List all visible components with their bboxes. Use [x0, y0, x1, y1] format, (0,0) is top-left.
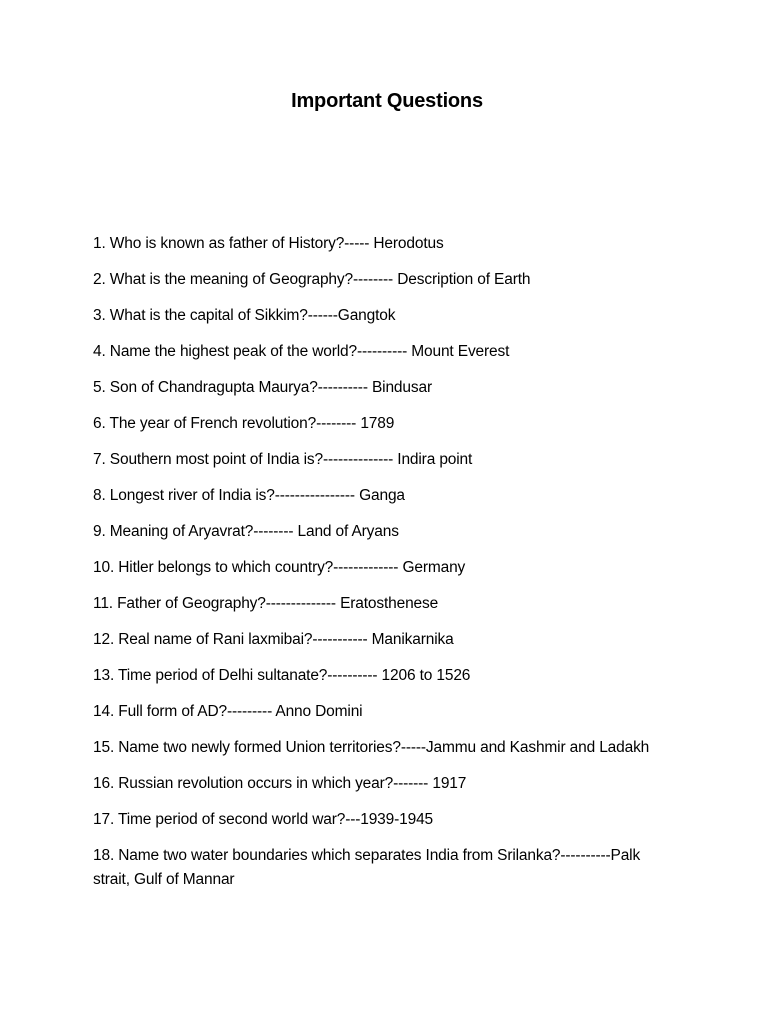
question-item: 15. Name two newly formed Union territories?-----Jammu and Kashmir and Ladakh [93, 739, 650, 756]
question-item: 14. Full form of AD?--------- Anno Domini [93, 703, 363, 720]
page-title: Important Questions [291, 90, 483, 112]
question-item: 18. Name two water boundaries which separates India from Srilanka?----------Palk strait, Gulf of Mannar [93, 847, 641, 888]
question-list [93, 232, 668, 904]
question-item: 3. What is the capital of Sikkim?------Gangtok [93, 307, 396, 324]
question-item: 5. Son of Chandragupta Maurya?---------- Bindusar [93, 379, 432, 396]
question-item: 2. What is the meaning of Geography?-------- Description of Earth [93, 271, 531, 288]
question-item: 10. Hitler belongs to which country?------------- Germany [93, 559, 466, 576]
question-item: 9. Meaning of Aryavrat?-------- Land of Aryans [93, 523, 399, 540]
question-item: 4. Name the highest peak of the world?---------- Mount Everest [93, 343, 510, 360]
question-item: 12. Real name of Rani laxmibai?----------- Manikarnika [93, 631, 454, 648]
question-item: 13. Time period of Delhi sultanate?---------- 1206 to 1526 [93, 667, 471, 684]
question-item: 1. Who is known as father of History?----- Herodotus [93, 235, 444, 252]
question-item: 16. Russian revolution occurs in which year?------- 1917 [93, 775, 467, 792]
question-item: 11. Father of Geography?-------------- Eratosthenese [93, 595, 439, 612]
question-item: 7. Southern most point of India is?-------------- Indira point [93, 451, 473, 468]
question-item: 6. The year of French revolution?-------- 1789 [93, 415, 395, 432]
question-item: 8. Longest river of India is?---------------- Ganga [93, 487, 405, 504]
question-item: 17. Time period of second world war?---1939-1945 [93, 811, 434, 828]
